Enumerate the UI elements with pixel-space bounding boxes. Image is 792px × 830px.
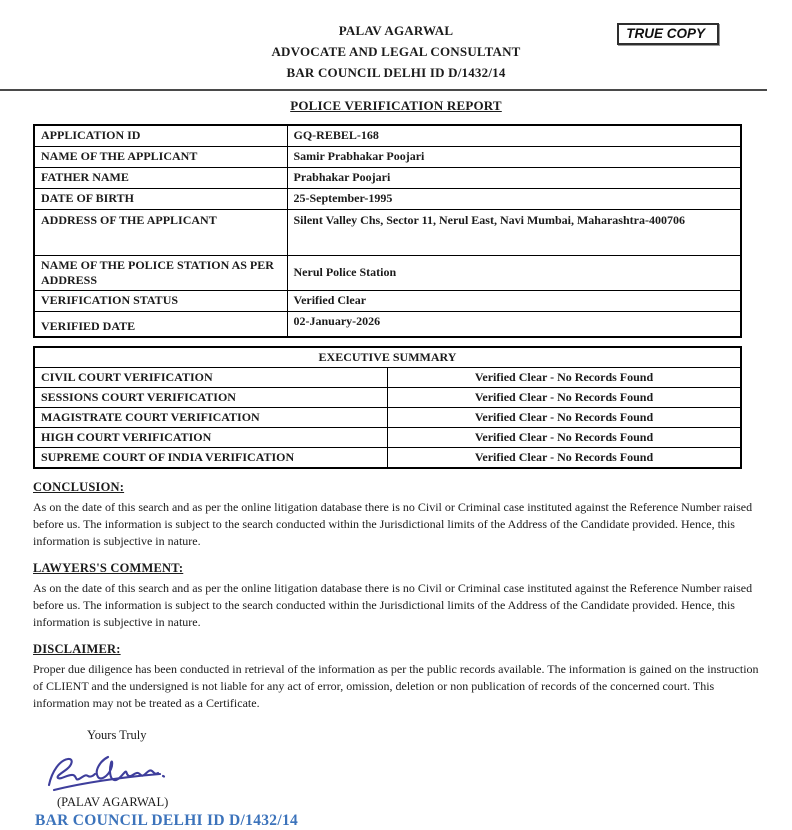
row-value: Verified Clear - No Records Found <box>388 368 742 388</box>
row-label: SESSIONS COURT VERIFICATION <box>34 388 388 408</box>
lawyers-comment-heading: LAWYERS'S COMMENT: <box>33 561 184 575</box>
executive-summary-table <box>33 346 742 469</box>
row-label: VERIFICATION STATUS <box>34 290 287 311</box>
table-row <box>34 428 741 448</box>
row-value: Verified Clear - No Records Found <box>388 388 742 408</box>
disclaimer-heading: DISCLAIMER: <box>33 642 121 656</box>
table-row <box>34 209 741 255</box>
row-value: Verified Clear - No Records Found <box>388 448 742 469</box>
conclusion-section <box>33 480 762 550</box>
table-row <box>34 368 741 388</box>
letterhead-name: PALAV AGARWAL <box>338 23 454 38</box>
table-row <box>34 146 741 167</box>
conclusion-body: As on the date of this search and as per the online litigation database there is no Civil or Criminal case instituted against the Reference Number raised before us. The information is subject to the search conducted within the Jurisdictional limits of the Address of the Candidate provided. Hence, this information is subjective in nature. <box>33 500 753 548</box>
table-row <box>34 448 741 469</box>
row-label: NAME OF THE POLICE STATION AS PER ADDRESS <box>34 255 287 290</box>
row-value: 25-September-1995 <box>287 188 741 209</box>
row-label: SUPREME COURT OF INDIA VERIFICATION <box>34 448 388 469</box>
table-row <box>34 188 741 209</box>
row-value: Prabhakar Poojari <box>287 167 741 188</box>
letterhead-bar-id: BAR COUNCIL DELHI ID D/1432/14 <box>286 65 506 80</box>
signature-image <box>42 747 192 795</box>
row-label: FATHER NAME <box>34 167 287 188</box>
row-value: Verified Clear - No Records Found <box>388 408 742 428</box>
disclaimer-body: Proper due diligence has been conducted in retrieval of the information as per the public records available. The information is gained on the instruction of CLIENT and the undersigned is not liable for any act of error, omission, deletion or non publication of records of the concerned court. This information may not be treated as a Certificate. <box>33 662 759 710</box>
lawyers-comment-section <box>33 561 762 631</box>
table-row <box>34 125 741 146</box>
report-title: POLICE VERIFICATION REPORT <box>290 98 502 113</box>
row-label: MAGISTRATE COURT VERIFICATION <box>34 408 388 428</box>
bar-council-id: BAR COUNCIL DELHI ID D/1432/14 <box>35 812 299 829</box>
summary-header-row <box>34 347 741 368</box>
signature <box>42 747 792 795</box>
letterhead-role: ADVOCATE AND LEGAL CONSULTANT <box>271 44 521 59</box>
row-label: DATE OF BIRTH <box>34 188 287 209</box>
lawyers-comment-body: As on the date of this search and as per the online litigation database there is no Civil or Criminal case instituted against the Reference Number raised before us. The information is subject to the search conducted within the Jurisdictional limits of the Address of the Candidate provided. Hence, this information is subjective in nature. <box>33 581 753 629</box>
row-value: Verified Clear - No Records Found <box>388 428 742 448</box>
table-row <box>34 290 741 311</box>
row-value: Silent Valley Chs, Sector 11, Nerul East, Navi Mumbai, Maharashtra-400706 <box>287 209 741 255</box>
row-label: VERIFIED DATE <box>34 311 287 337</box>
signatory-name: (PALAV AGARWAL) <box>57 795 169 809</box>
applicant-details-table <box>33 124 742 338</box>
row-value: GQ-REBEL-168 <box>287 125 741 146</box>
salutation: Yours Truly <box>87 728 147 742</box>
table-row <box>34 388 741 408</box>
row-label: NAME OF THE APPLICANT <box>34 146 287 167</box>
row-label: APPLICATION ID <box>34 125 287 146</box>
row-value: Samir Prabhakar Poojari <box>287 146 741 167</box>
table-row <box>34 255 741 290</box>
row-value: Verified Clear <box>287 290 741 311</box>
row-value: Nerul Police Station <box>287 255 741 290</box>
row-label: ADDRESS OF THE APPLICANT <box>34 209 287 255</box>
table-row <box>34 311 741 337</box>
conclusion-heading: CONCLUSION: <box>33 480 125 494</box>
true-copy-stamp: TRUE COPY <box>617 23 719 45</box>
table-row <box>34 408 741 428</box>
summary-header: EXECUTIVE SUMMARY <box>34 347 741 368</box>
header-divider <box>0 89 767 91</box>
table-row <box>34 167 741 188</box>
row-label: HIGH COURT VERIFICATION <box>34 428 388 448</box>
row-value: 02-January-2026 <box>287 311 741 337</box>
row-label: CIVIL COURT VERIFICATION <box>34 368 388 388</box>
disclaimer-section <box>33 642 762 712</box>
